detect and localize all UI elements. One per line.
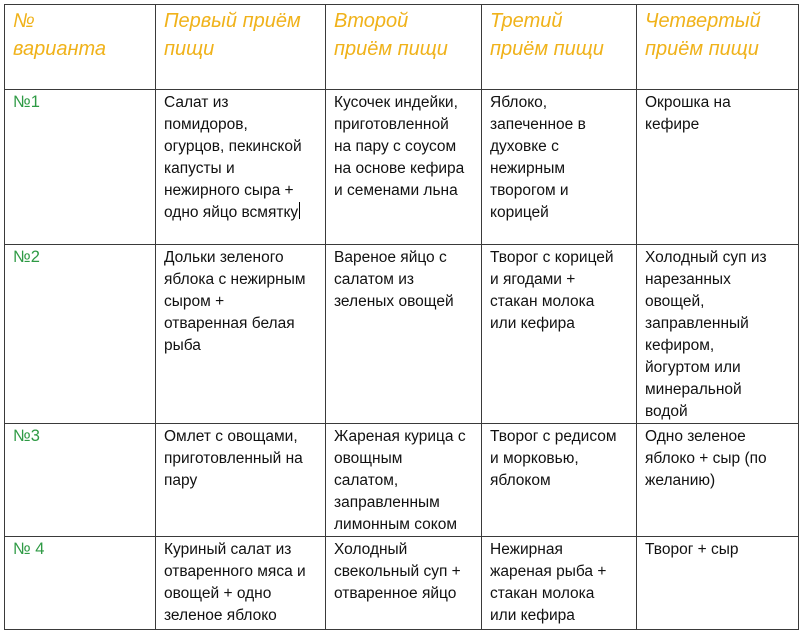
header-meal-2: Второй приём пищи <box>326 5 482 90</box>
header-meal-1: Первый приём пищи <box>156 5 326 90</box>
variant-number: №3 <box>5 424 156 537</box>
variant-number: № 4 <box>5 537 156 630</box>
table-row <box>5 537 799 630</box>
header-meal-4: Четвертый приём пищи <box>637 5 799 90</box>
meal-cell: Яблоко, запеченное в духовке с нежирным творогом и корицей <box>482 90 637 245</box>
meal-cell: Кусочек индейки, приготовленной на пару с соусом на основе кефира и семенами льна <box>326 90 482 245</box>
meal-cell: Творог с корицей и ягодами + стакан молока или кефира <box>482 245 637 424</box>
meal-cell: Дольки зеленого яблока с нежирным сыром + отваренная белая рыба <box>156 245 326 424</box>
meal-cell: Творог + сыр <box>637 537 799 630</box>
variant-number: №1 <box>5 90 156 245</box>
variant-number: №2 <box>5 245 156 424</box>
table-row <box>5 424 799 537</box>
table-row <box>5 90 799 245</box>
meal-cell: Куриный салат из отваренного мяса и овощей + одно зеленое яблоко <box>156 537 326 630</box>
meal-cell: Вареное яйцо с салатом из зеленых овощей <box>326 245 482 424</box>
meal-plan-table <box>4 4 799 630</box>
meal-cell: Нежирная жареная рыба + стакан молока или кефира <box>482 537 637 630</box>
header-variant: № варианта <box>5 5 156 90</box>
meal-cell: Одно зеленое яблоко + сыр (по желанию) <box>637 424 799 537</box>
meal-cell: Творог с редисом и морковью, яблоком <box>482 424 637 537</box>
meal-cell: Холодный суп из нарезанных овощей, заправленный кефиром, йогуртом или минеральной водой <box>637 245 799 424</box>
meal-cell: Окрошка на кефире <box>637 90 799 245</box>
header-meal-3: Третий приём пищи <box>482 5 637 90</box>
meal-cell: Жареная курица с овощным салатом, заправленным лимонным соком <box>326 424 482 537</box>
meal-cell: Омлет с овощами, приготовленный на пару <box>156 424 326 537</box>
text-cursor <box>299 202 300 219</box>
header-row <box>5 5 799 90</box>
meal-cell: Салат из помидоров, огурцов, пекинской капусты и нежирного сыра + одно яйцо всмятку <box>156 90 326 245</box>
table-row <box>5 245 799 424</box>
meal-cell: Холодный свекольный суп + отваренное яйцо <box>326 537 482 630</box>
